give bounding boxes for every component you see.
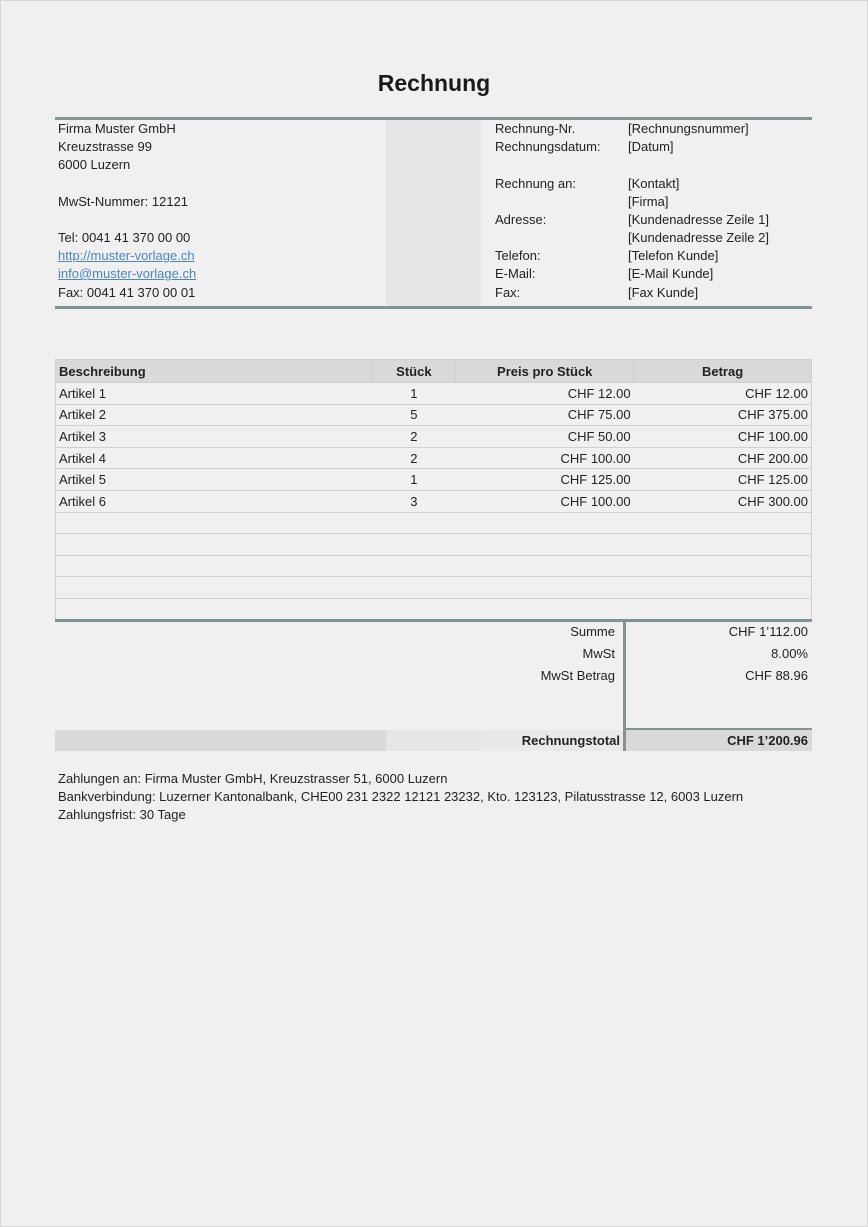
totals-divider [55, 619, 812, 622]
value-address-1: [Kundenadresse Zeile 1] [628, 212, 769, 227]
cell-quantity: 1 [372, 469, 456, 491]
empty-cell [56, 534, 372, 556]
empty-cell [456, 534, 634, 556]
cell-quantity: 3 [372, 490, 456, 512]
footer-bank: Bankverbindung: Luzerner Kantonalbank, CHE00 231 2322 12121 23232, Kto. 123123, Pilatusstrasse 12, 6003 Luzern [58, 789, 744, 804]
value-invoice-date: [Datum] [628, 139, 674, 154]
header-amount: Betrag [634, 360, 812, 383]
empty-cell [634, 534, 812, 556]
cell-quantity: 1 [372, 383, 456, 405]
sender-vat: MwSt-Nummer: 12121 [58, 194, 189, 209]
empty-cell [456, 598, 634, 620]
footer-payment: Zahlungen an: Firma Muster GmbH, Kreuzstrasser 51, 6000 Luzern [58, 771, 448, 786]
label-invoice-to: Rechnung an: [495, 176, 576, 191]
table-row [56, 383, 812, 405]
value-company: [Firma] [628, 194, 669, 209]
empty-cell [456, 555, 634, 577]
table-row [56, 490, 812, 512]
label-email: E-Mail: [495, 266, 536, 281]
total-value: CHF 1’200.96 [727, 733, 808, 748]
items-table [55, 359, 812, 621]
cell-amount: CHF 300.00 [634, 490, 812, 512]
label-invoice-nr: Rechnung-Nr. [495, 121, 576, 136]
header-quantity: Stück [372, 360, 456, 383]
empty-cell [634, 555, 812, 577]
empty-cell [372, 555, 456, 577]
cell-amount: CHF 100.00 [634, 426, 812, 448]
header-description: Beschreibung [56, 360, 372, 383]
cell-quantity: 2 [372, 447, 456, 469]
footer-terms: Zahlungsfrist: 30 Tage [58, 807, 186, 822]
cell-description: Artikel 6 [56, 490, 372, 512]
table-row [56, 447, 812, 469]
empty-cell [634, 512, 812, 534]
cell-unit-price: CHF 75.00 [456, 404, 634, 426]
empty-cell [56, 598, 372, 620]
table-row [56, 426, 812, 448]
cell-amount: CHF 200.00 [634, 447, 812, 469]
sender-web-link[interactable]: http://muster-vorlage.ch [58, 248, 195, 263]
value-invoice-nr: [Rechnungsnummer] [628, 121, 749, 136]
value-contact: [Kontakt] [628, 176, 680, 191]
value-phone: [Telefon Kunde] [628, 248, 719, 263]
cell-unit-price: CHF 125.00 [456, 469, 634, 491]
header-unit-price: Preis pro Stück [456, 360, 634, 383]
table-row-empty [56, 577, 812, 599]
table-row [56, 404, 812, 426]
cell-description: Artikel 1 [56, 383, 372, 405]
label-invoice-date: Rechnungsdatum: [495, 139, 601, 154]
cell-unit-price: CHF 12.00 [456, 383, 634, 405]
sender-fax: Fax: 0041 41 370 00 01 [58, 285, 196, 300]
cell-amount: CHF 125.00 [634, 469, 812, 491]
sender-email-link[interactable]: info@muster-vorlage.ch [58, 266, 197, 281]
table-row-empty [56, 555, 812, 577]
value-fax: [Fax Kunde] [628, 285, 699, 300]
cell-description: Artikel 2 [56, 404, 372, 426]
empty-cell [56, 512, 372, 534]
header-shade [386, 120, 481, 306]
label-phone: Telefon: [495, 248, 541, 263]
empty-cell [372, 512, 456, 534]
cell-unit-price: CHF 100.00 [456, 490, 634, 512]
table-row [56, 469, 812, 491]
value-email: [E-Mail Kunde] [628, 266, 714, 281]
vat-amount-label: MwSt Betrag [540, 668, 615, 683]
empty-cell [634, 577, 812, 599]
page-title: Rechnung [377, 70, 491, 96]
empty-cell [456, 577, 634, 599]
vat-amount-value: CHF 88.96 [745, 668, 808, 683]
label-fax: Fax: [495, 285, 521, 300]
sender-company: Firma Muster GmbH [58, 121, 176, 136]
empty-cell [372, 598, 456, 620]
sender-city: 6000 Luzern [58, 157, 131, 172]
cell-quantity: 2 [372, 426, 456, 448]
cell-description: Artikel 3 [56, 426, 372, 448]
sum-label: Summe [570, 624, 615, 639]
cell-description: Artikel 5 [56, 469, 372, 491]
vat-value: 8.00% [771, 646, 808, 661]
table-row-empty [56, 598, 812, 620]
cell-quantity: 5 [372, 404, 456, 426]
sum-value: CHF 1’112.00 [728, 624, 808, 639]
empty-cell [372, 534, 456, 556]
cell-amount: CHF 375.00 [634, 404, 812, 426]
sender-tel: Tel: 0041 41 370 00 00 [58, 230, 191, 245]
cell-amount: CHF 12.00 [634, 383, 812, 405]
cell-unit-price: CHF 100.00 [456, 447, 634, 469]
table-header-row [56, 360, 812, 383]
empty-cell [634, 598, 812, 620]
table-row-empty [56, 534, 812, 556]
table-row-empty [56, 512, 812, 534]
empty-cell [56, 555, 372, 577]
empty-cell [456, 512, 634, 534]
vat-label: MwSt [582, 646, 615, 661]
total-label: Rechnungstotal [521, 733, 620, 748]
empty-cell [56, 577, 372, 599]
value-address-2: [Kundenadresse Zeile 2] [628, 230, 769, 245]
label-address: Adresse: [495, 212, 547, 227]
cell-description: Artikel 4 [56, 447, 372, 469]
empty-cell [372, 577, 456, 599]
cell-unit-price: CHF 50.00 [456, 426, 634, 448]
sender-street: Kreuzstrasse 99 [58, 139, 152, 154]
